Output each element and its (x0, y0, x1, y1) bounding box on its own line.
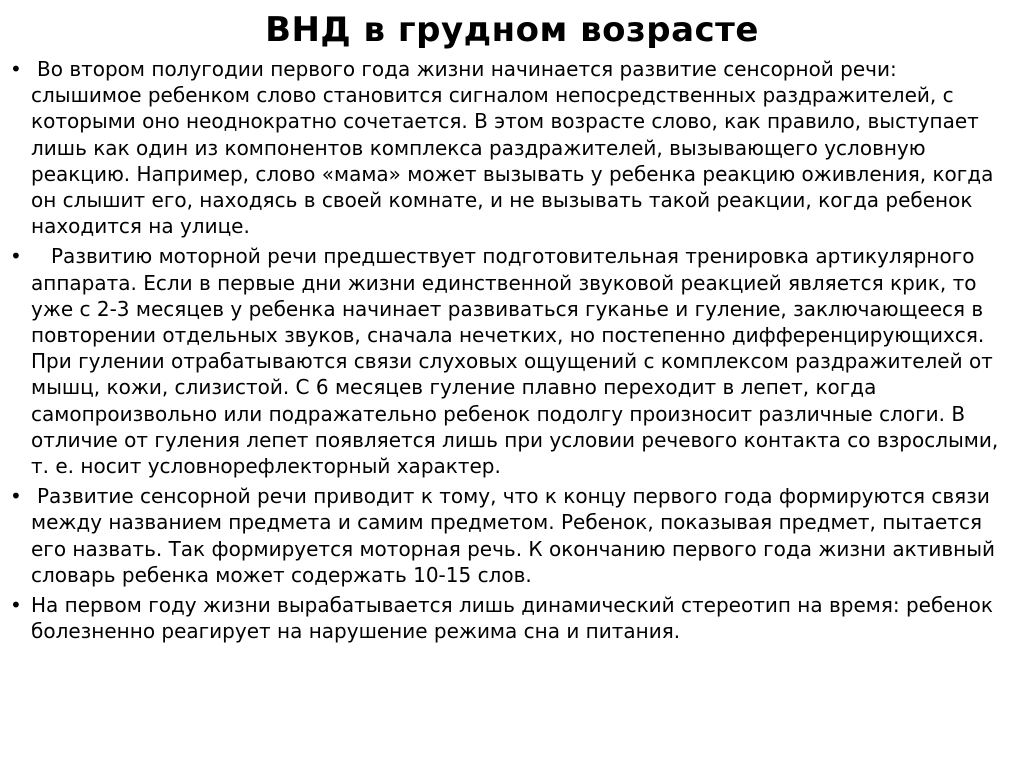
bullet-item (8, 483, 1008, 588)
bullet-item (8, 592, 1008, 644)
bullet-text: На первом году жизни вырабатывается лишь динамический стереотип на время: ребенок болезненно реагирует на нарушение режима сна и питания. (31, 593, 994, 644)
bullet-item (8, 56, 1008, 239)
bullet-item (8, 243, 1008, 479)
bullet-icon: • (10, 57, 22, 81)
bullet-icon: • (10, 593, 22, 618)
bullet-text: Развитию моторной речи предшествует подготовительная тренировка артикулярного аппарата. Если в первые дни жизни единственной звуковой реакцией является крик, то уже с 2-3 месяцев у ребенка начинает развиваться гуканье и гуление, заключающееся в повторении отдельных звуков, сначала нечетких, но постепенно дифференцирующихся. При гулении отрабатываются связи слуховых ощущений с комплексом раздражителей от мышц, кожи, слизистой. С 6 месяцев гуление плавно переходит в лепет, когда самопроизвольно или подражательно ребенок подолгу произносит различные слоги. В отличие от гуления лепет появляется лишь при условии речевого контакта со взрослыми, т. е. носит условнорефлекторный характер. (31, 244, 999, 479)
bullet-text: Развитие сенсорной речи приводит к тому, что к концу первого года формируются связи между названием предмета и самим предметом. Ребенок, показывая предмет, пытается его назвать. Так формируется моторная речь. К окончанию первого года жизни активный словарь ребенка может содержать 10-15 слов. (31, 484, 996, 587)
bullet-icon: • (10, 244, 22, 269)
bullet-icon: • (10, 484, 22, 509)
bullet-list (8, 56, 1008, 648)
slide-title: ВНД в грудном возрасте (265, 10, 759, 50)
bullet-text: Во втором полугодии первого года жизни начинается развитие сенсорной речи: слышимое ребенком слово становится сигналом непосредственных раздражителей, с которыми оно неоднократно сочетается. В этом возрасте слово, как правило, выступает лишь как один из компонентов комплекса раздражителей, вызывающего условную реакцию. Например, слово «мама» может вызывать у ребенка реакцию оживления, когда он слышит его, находясь в своей комнате, и не вызывать такой реакции, когда ребенок находится на улице. (31, 57, 994, 239)
